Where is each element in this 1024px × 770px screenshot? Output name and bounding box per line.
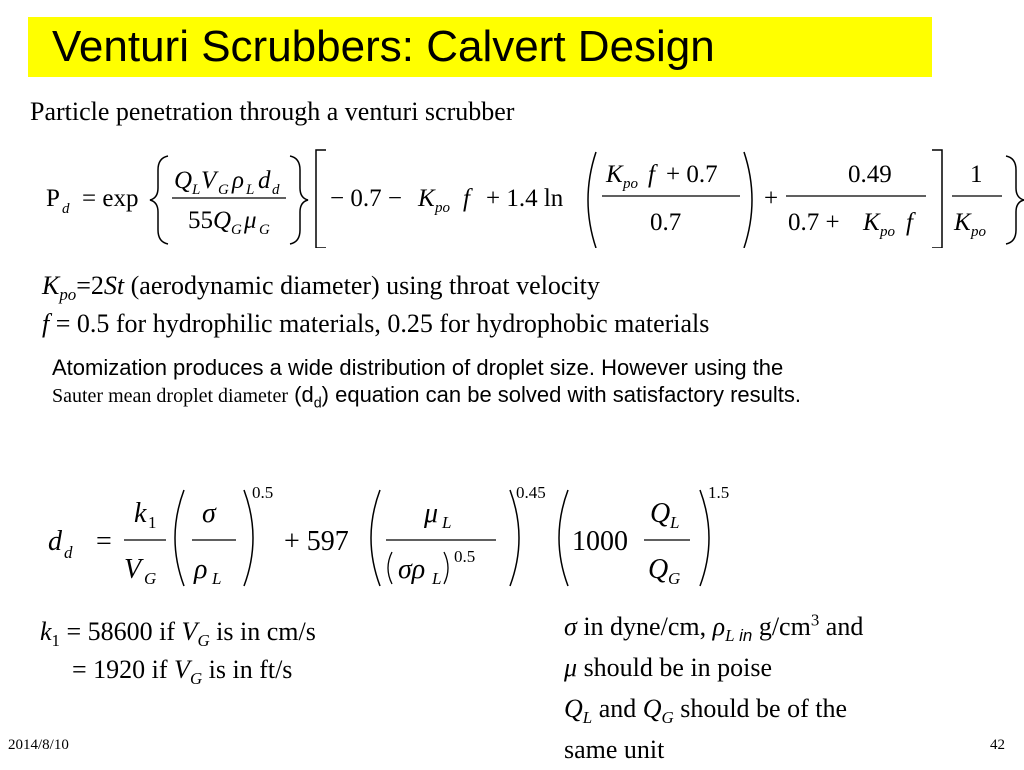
droplet-diameter-equation [40, 478, 760, 598]
left-curly-brace [150, 156, 168, 244]
svg-text:0.7: 0.7 [650, 209, 682, 236]
dd-paren-2-left [371, 490, 380, 586]
right-curly-brace-2 [1006, 156, 1024, 244]
svg-text:0.49: 0.49 [848, 161, 892, 188]
svg-text:0.45: 0.45 [516, 483, 546, 502]
dd-paren-1-right [244, 490, 253, 586]
svg-text:d: d [258, 167, 271, 194]
atomization-paragraph: Atomization produces a wide distribution of droplet size. However using the Sauter mean droplet diameter $(d_d)$ equation can be solved with satisfactory results. [52, 355, 802, 412]
svg-text:1: 1 [970, 161, 983, 188]
svg-text:K: K [418, 185, 435, 212]
svg-text:po: po [435, 200, 450, 216]
svg-text:Q: Q [213, 207, 232, 234]
svg-text:1: 1 [148, 513, 157, 532]
svg-text:55: 55 [188, 207, 213, 234]
svg-text:0.5: 0.5 [454, 547, 476, 566]
svg-text:0.5: 0.5 [252, 483, 274, 502]
svg-text:+ 1.4 ln: + 1.4 ln [486, 185, 564, 212]
k1-cm-line: $k_1 = 58600$ if $V_G$ is in cm/s [40, 617, 316, 651]
ln-left-paren [588, 152, 596, 248]
svg-text:L: L [212, 569, 222, 588]
svg-text:L: L [670, 513, 680, 532]
right-curly-brace-1 [290, 156, 308, 244]
svg-text:1000: 1000 [572, 526, 628, 557]
eq-P: P [46, 185, 60, 212]
slide-title: Venturi Scrubbers: Calvert Design [52, 22, 715, 71]
dd-paren-1-left [175, 490, 184, 586]
svg-text:L: L [192, 182, 201, 198]
svg-text:0.7 +: 0.7 + [788, 209, 840, 236]
svg-text:+ 0.7: + 0.7 [666, 161, 718, 188]
svg-text:ρ: ρ [232, 167, 244, 194]
svg-text:k: k [134, 498, 147, 529]
units-notes [564, 606, 863, 770]
svg-text:+: + [764, 185, 779, 212]
left-square-bracket [316, 150, 326, 248]
eq-P-sub: d [62, 201, 70, 217]
svg-text:po: po [971, 224, 986, 240]
svg-text:f: f [906, 209, 913, 236]
svg-text:G: G [218, 182, 229, 198]
dd-paren-3-left [559, 490, 568, 586]
svg-text:L: L [442, 513, 452, 532]
svg-text:μ: μ [244, 207, 257, 234]
svg-text:V: V [124, 554, 142, 585]
ln-right-paren [744, 152, 752, 248]
units-line-4: same unit [564, 735, 665, 764]
svg-text:d: d [272, 182, 280, 198]
svg-text:=: = [96, 526, 112, 557]
right-square-bracket [932, 150, 942, 248]
svg-text:K: K [863, 209, 880, 236]
svg-text:− 0.7 −: − 0.7 − [330, 185, 402, 212]
svg-text:po: po [880, 224, 895, 240]
f-definition: f = 0.5 for hydrophilic materials, 0.25 for hydrophobic materials [42, 309, 710, 338]
svg-text:σρ: σρ [398, 554, 426, 585]
frac-num-Q: Q [174, 167, 193, 194]
svg-text:G: G [231, 222, 242, 238]
svg-text:ρ: ρ [194, 554, 208, 585]
svg-text:σ: σ [202, 498, 216, 529]
svg-text:+ 597: + 597 [284, 526, 349, 557]
dd-paren-2-right [510, 490, 519, 586]
svg-text:L: L [246, 182, 255, 198]
page-number: 42 [990, 737, 1005, 753]
k1-ft-line: = 1920 if $V_G$ is in ft/s [72, 655, 293, 689]
svg-text:K: K [954, 209, 971, 236]
svg-text:d: d [64, 543, 73, 562]
svg-text:G: G [144, 569, 157, 588]
svg-text:K: K [606, 161, 623, 188]
eq-exp: = exp [82, 185, 139, 212]
units-line-1: σ in dyne/cm, $\rho_{L in}$ $g/cm^3$ and [564, 610, 864, 646]
units-line-2: μ should be in poise [564, 653, 773, 682]
svg-text:d: d [48, 526, 62, 557]
svg-text:po: po [623, 176, 638, 192]
svg-text:Q: Q [648, 554, 669, 585]
units-line-3: $Q_L$ and $Q_G$ should be of the [564, 694, 848, 728]
subtitle: Particle penetration through a venturi scrubber [30, 97, 515, 126]
svg-text:μ: μ [424, 498, 439, 529]
penetration-equation [40, 148, 1024, 248]
svg-text:Q: Q [650, 498, 671, 529]
svg-text:V: V [201, 167, 217, 194]
svg-text:L: L [432, 569, 442, 588]
svg-text:G: G [668, 569, 681, 588]
svg-text:1.5: 1.5 [708, 483, 730, 502]
dd-paren-3-right [700, 490, 709, 586]
slide-date: 2014/8/10 [8, 737, 69, 753]
svg-text:f: f [463, 185, 470, 212]
svg-text:f: f [648, 161, 655, 188]
kpo-definition: $K_{po}=2St$ (aerodynamic diameter) using throat velocity [42, 271, 600, 305]
svg-text:G: G [259, 222, 270, 238]
